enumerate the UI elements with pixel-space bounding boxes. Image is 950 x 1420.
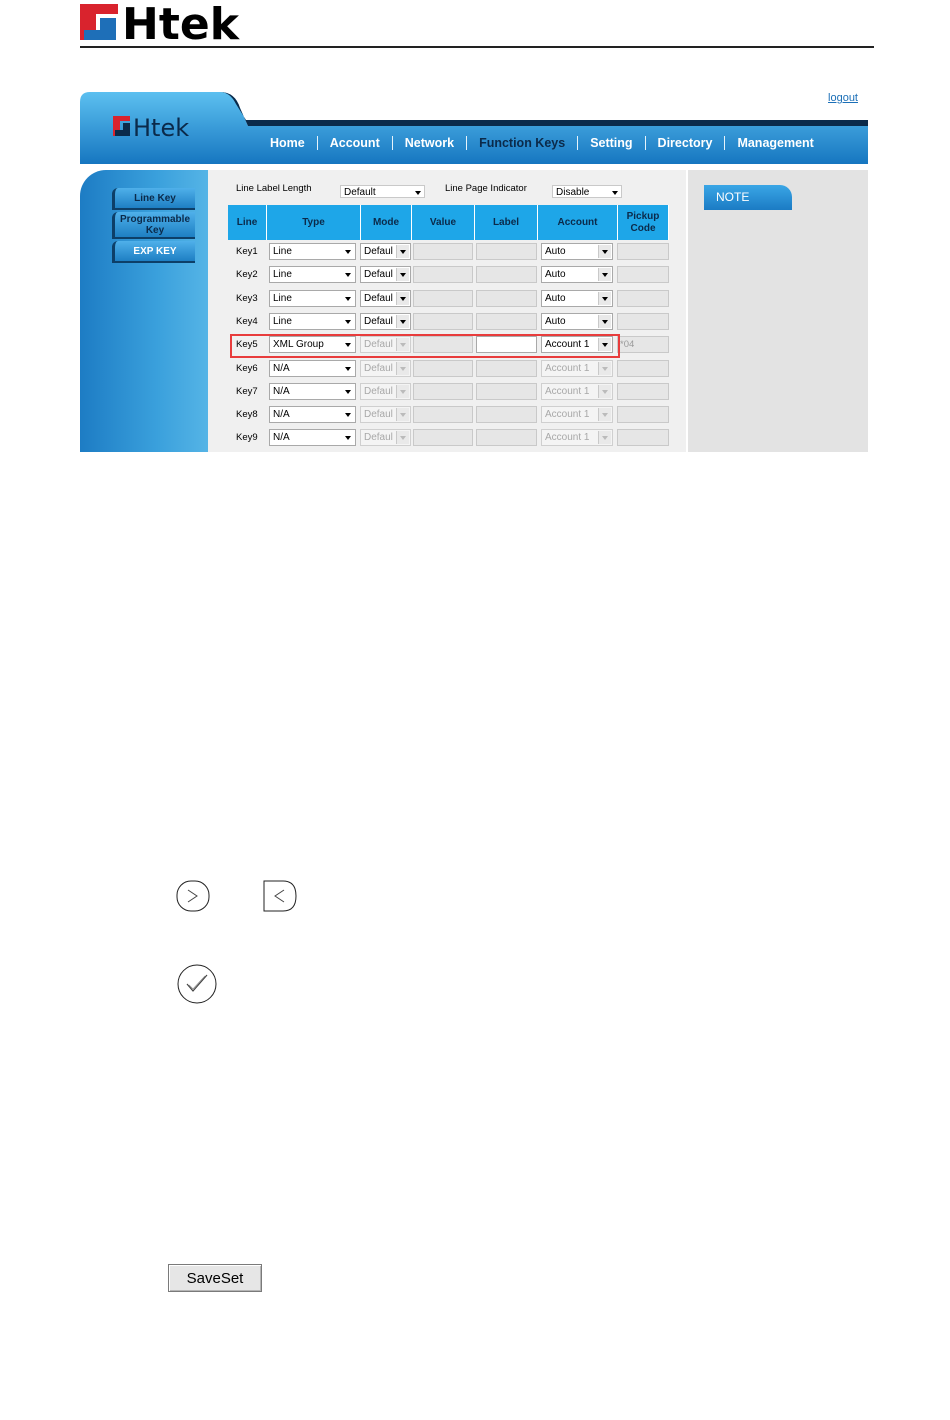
- chevron-down-icon: [345, 320, 351, 324]
- banner-logo: [112, 114, 212, 140]
- pickup-code-input[interactable]: [617, 360, 669, 377]
- ok-key-icon: [176, 964, 218, 1004]
- mode-select[interactable]: Defaul: [360, 336, 411, 353]
- chevron-down-icon: [415, 191, 421, 195]
- key-label: Key2: [236, 269, 258, 280]
- svg-text:Htek: Htek: [122, 2, 239, 42]
- content-panel: [208, 170, 686, 452]
- sidebar-item-exp-key[interactable]: EXP KEY: [112, 241, 195, 263]
- table-row: [228, 265, 669, 285]
- mode-select[interactable]: Defaul: [360, 266, 411, 283]
- value-input[interactable]: [413, 290, 473, 307]
- pickup-code-value: *04: [620, 339, 635, 350]
- label-input[interactable]: [476, 406, 537, 423]
- line-page-indicator-select[interactable]: Disable: [552, 185, 622, 198]
- col-label: Label: [475, 205, 538, 240]
- account-select[interactable]: Auto: [541, 313, 613, 330]
- account-select[interactable]: Account 1: [541, 336, 613, 353]
- chevron-down-icon: [598, 385, 611, 398]
- key-label: Key8: [236, 409, 258, 420]
- svg-text:Htek: Htek: [133, 114, 190, 140]
- key-label: Key1: [236, 246, 258, 257]
- type-select[interactable]: Line: [269, 290, 356, 307]
- line-page-indicator-label: Line Page Indicator: [445, 183, 527, 194]
- chevron-down-icon: [598, 245, 611, 258]
- right-arrow-key-icon: [176, 880, 210, 912]
- type-select[interactable]: N/A: [269, 429, 356, 446]
- pickup-code-input[interactable]: [617, 313, 669, 330]
- label-input[interactable]: [476, 429, 537, 446]
- type-select[interactable]: N/A: [269, 406, 356, 423]
- label-input[interactable]: [476, 266, 537, 283]
- type-select[interactable]: Line: [269, 266, 356, 283]
- col-account: Account: [538, 205, 618, 240]
- key-label: Key6: [236, 363, 258, 374]
- label-input[interactable]: [476, 360, 537, 377]
- nav-setting[interactable]: Setting: [578, 136, 645, 150]
- nav-account[interactable]: Account: [318, 136, 393, 150]
- left-arrow-key-icon: [263, 880, 297, 912]
- note-title: NOTE: [704, 185, 792, 210]
- type-select[interactable]: N/A: [269, 360, 356, 377]
- table-row: [228, 359, 669, 379]
- pickup-code-input[interactable]: [617, 290, 669, 307]
- note-panel: [688, 170, 868, 452]
- col-value: Value: [412, 205, 475, 240]
- htek-logo: [80, 2, 252, 42]
- mode-select[interactable]: Defaul: [360, 313, 411, 330]
- saveset-button: SaveSet: [168, 1264, 262, 1292]
- chevron-down-icon: [396, 431, 409, 444]
- chevron-down-icon: [396, 315, 409, 328]
- nav-home[interactable]: Home: [258, 136, 318, 150]
- value-input[interactable]: [413, 383, 473, 400]
- type-select[interactable]: N/A: [269, 383, 356, 400]
- mode-select[interactable]: Defaul: [360, 383, 411, 400]
- label-input[interactable]: [476, 313, 537, 330]
- sidebar-item-programmable-key[interactable]: Programmable Key: [112, 212, 195, 239]
- mode-select[interactable]: Defaul: [360, 360, 411, 377]
- mode-select[interactable]: Defaul: [360, 429, 411, 446]
- chevron-down-icon: [396, 408, 409, 421]
- table-row: [228, 312, 669, 332]
- table-header: [228, 205, 669, 240]
- label-input[interactable]: [476, 243, 537, 260]
- web-ui-screenshot: [80, 90, 868, 452]
- chevron-down-icon: [598, 268, 611, 281]
- value-input[interactable]: [413, 313, 473, 330]
- account-select[interactable]: Auto: [541, 243, 613, 260]
- account-select[interactable]: Auto: [541, 266, 613, 283]
- chevron-down-icon: [345, 367, 351, 371]
- chevron-down-icon: [345, 250, 351, 254]
- value-input[interactable]: [413, 360, 473, 377]
- col-mode: Mode: [361, 205, 412, 240]
- sidebar-item-line-key[interactable]: Line Key: [112, 188, 195, 210]
- highlight-box: [230, 334, 620, 358]
- chevron-down-icon: [598, 292, 611, 305]
- value-input[interactable]: [413, 266, 473, 283]
- key-label: Key5: [236, 339, 258, 350]
- mode-select[interactable]: Defaul: [360, 243, 411, 260]
- pickup-code-input[interactable]: [617, 429, 669, 446]
- chevron-down-icon: [598, 431, 611, 444]
- key-label: Key4: [236, 316, 258, 327]
- nav-management[interactable]: Management: [737, 136, 814, 150]
- nav-network[interactable]: Network: [393, 136, 467, 150]
- account-select[interactable]: Account 1: [541, 429, 613, 446]
- chevron-down-icon: [345, 273, 351, 277]
- account-select[interactable]: Account 1: [541, 406, 613, 423]
- account-select[interactable]: Auto: [541, 290, 613, 307]
- chevron-down-icon: [345, 436, 351, 440]
- chevron-down-icon: [598, 408, 611, 421]
- table-row: [228, 405, 669, 425]
- main-nav: [258, 134, 826, 152]
- table-row: [228, 242, 669, 262]
- chevron-down-icon: [598, 315, 611, 328]
- pickup-code-input[interactable]: [617, 266, 669, 283]
- account-select[interactable]: Account 1: [541, 360, 613, 377]
- sidebar: [80, 170, 208, 452]
- chevron-down-icon: [345, 297, 351, 301]
- chevron-down-icon: [396, 268, 409, 281]
- type-select[interactable]: Line: [269, 313, 356, 330]
- key-label: Key3: [236, 293, 258, 304]
- table-row: [228, 428, 669, 448]
- header-rule: [80, 46, 874, 48]
- value-input[interactable]: [413, 243, 473, 260]
- label-input[interactable]: [476, 290, 537, 307]
- line-label-length-label: Line Label Length: [236, 183, 312, 194]
- chevron-down-icon: [396, 362, 409, 375]
- pickup-code-input[interactable]: [617, 406, 669, 423]
- chevron-down-icon: [612, 191, 618, 195]
- table-row: [228, 382, 669, 402]
- key-label: Key9: [236, 432, 258, 443]
- label-input[interactable]: [476, 383, 537, 400]
- line-label-length-select[interactable]: Default: [340, 185, 425, 198]
- type-select[interactable]: Line: [269, 243, 356, 260]
- chevron-down-icon: [396, 292, 409, 305]
- col-line: Line: [228, 205, 267, 240]
- mode-select[interactable]: Defaul: [360, 406, 411, 423]
- table-row: [228, 289, 669, 309]
- nav-directory[interactable]: Directory: [646, 136, 726, 150]
- col-pickup-code: Pickup Code: [618, 205, 669, 240]
- nav-function-keys[interactable]: Function Keys: [467, 136, 578, 150]
- value-input[interactable]: [413, 429, 473, 446]
- pickup-code-input[interactable]: [617, 243, 669, 260]
- chevron-down-icon: [598, 362, 611, 375]
- value-input[interactable]: [413, 406, 473, 423]
- chevron-down-icon: [396, 245, 409, 258]
- account-select[interactable]: Account 1: [541, 383, 613, 400]
- type-select[interactable]: XML Group: [269, 336, 356, 353]
- col-type: Type: [267, 205, 361, 240]
- logout-link[interactable]: logout: [828, 92, 858, 104]
- chevron-down-icon: [345, 390, 351, 394]
- pickup-code-input[interactable]: [617, 383, 669, 400]
- mode-select[interactable]: Defaul: [360, 290, 411, 307]
- chevron-down-icon: [345, 413, 351, 417]
- chevron-down-icon: [396, 385, 409, 398]
- key-label: Key7: [236, 386, 258, 397]
